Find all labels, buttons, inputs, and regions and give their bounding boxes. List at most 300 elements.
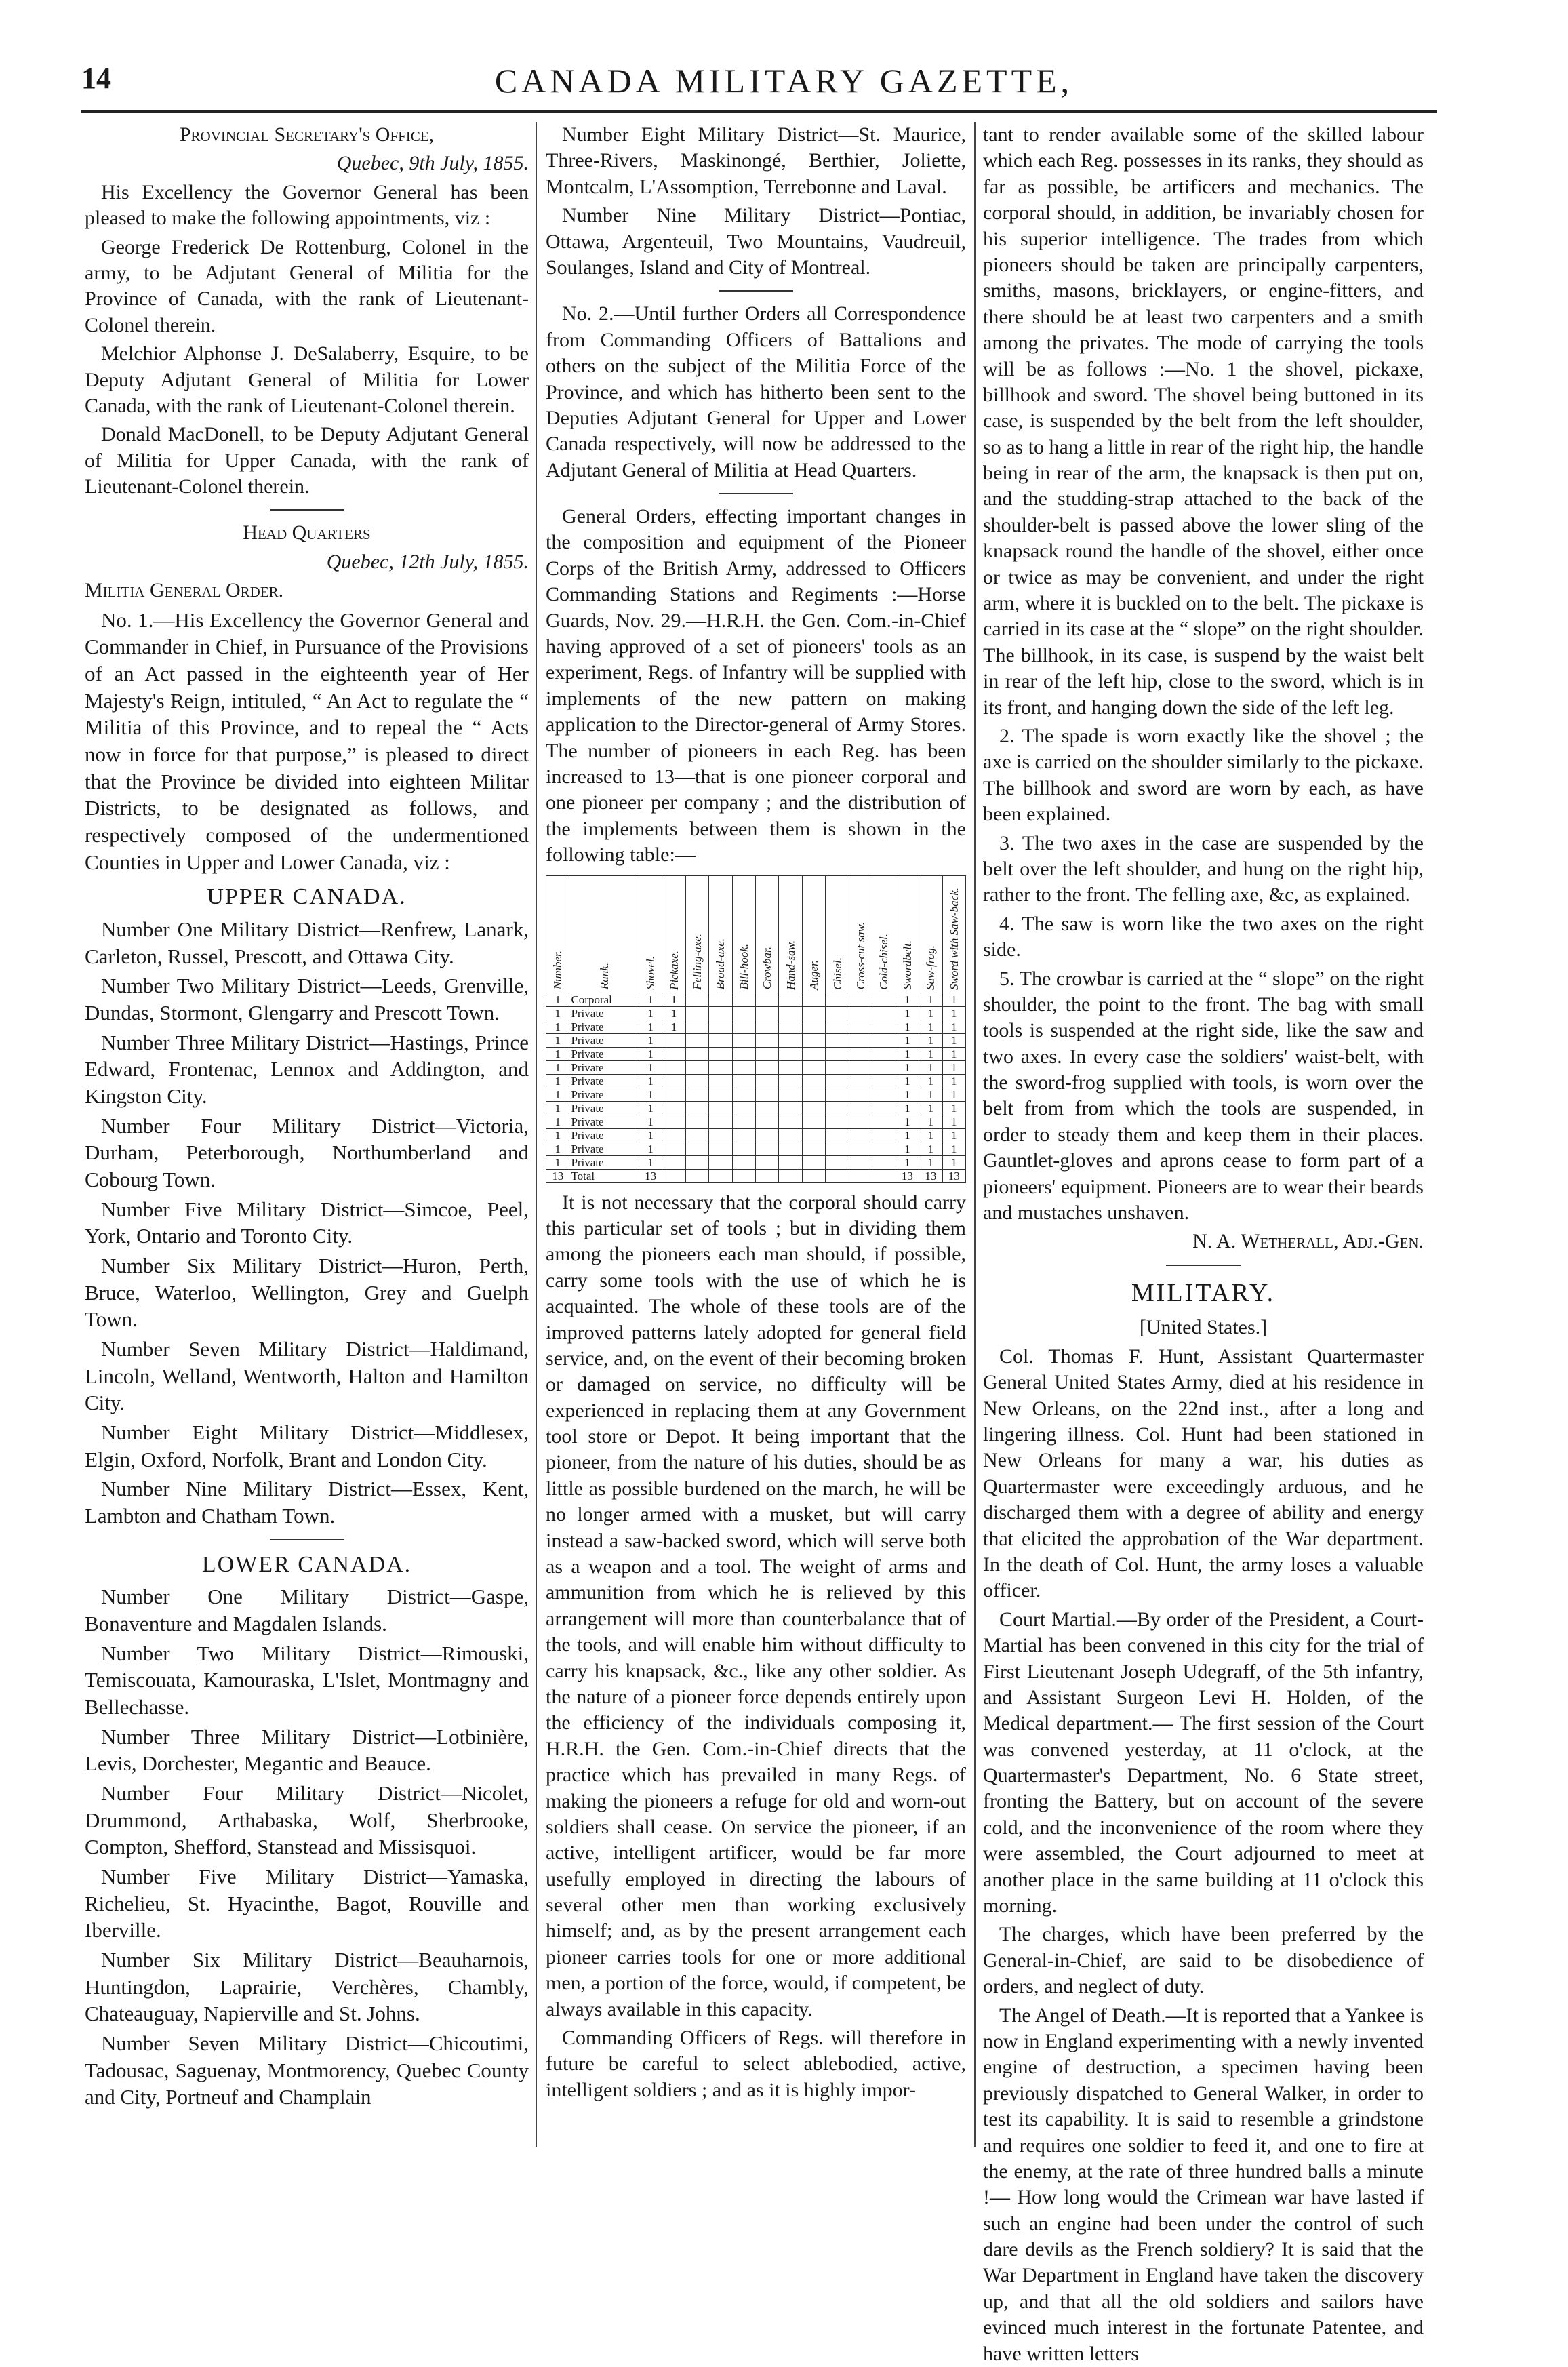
- table-cell: [779, 1088, 802, 1101]
- table-cell: 1: [639, 1047, 662, 1060]
- table-cell: [732, 1115, 755, 1128]
- table-cell: 13: [546, 1169, 569, 1182]
- table-cell: 1: [546, 1074, 569, 1088]
- table-cell: 1: [942, 1020, 965, 1033]
- column-left: [85, 122, 529, 2167]
- table-cell: [826, 1142, 849, 1155]
- table-cell: [826, 1115, 849, 1128]
- table-cell: [732, 993, 755, 1006]
- header-rule: [81, 110, 1437, 113]
- hq-dateline: Quebec, 12th July, 1855.: [326, 550, 529, 573]
- table-cell: [779, 993, 802, 1006]
- table-cell: [826, 1047, 849, 1060]
- table-cell: [802, 1047, 825, 1060]
- table-cell: 1: [896, 1115, 919, 1128]
- office-dateline: Quebec, 9th July, 1855.: [336, 152, 529, 175]
- district-entry: Number Three Military District—Lotbinière, Levis, Dorchester, Megantic and Beauce.: [85, 1724, 529, 1776]
- appointment-paragraph: Donald MacDonell, to be Deputy Adjutant General of Militia for Upper Canada, with the rank of Lieutenant-Colonel therein.: [85, 423, 529, 498]
- table-cell: [802, 1128, 825, 1142]
- table-cell: [849, 1101, 872, 1115]
- table-cell: [709, 1074, 732, 1088]
- rank-cell: Private: [569, 1142, 639, 1155]
- table-cell: [756, 1128, 779, 1142]
- table-cell: 1: [639, 993, 662, 1006]
- body-paragraph: It is not necessary that the corporal should carry this particular set of tools ; but in dividing them among the pioneers each man should, if possible, carry some tools with the use of which he is acquainted. The whole of these tools are of the improved patterns lately adopted for general field service, and, on the event of their becoming broken or damaged on service, no difficulty will be experienced in replacing them at any Government tool store or Depot. It being important that the pioneer, from the nature of his duties, should be as little as possible burdened on the march, he will be no longer armed with a musket, but will carry instead a saw-backed sword, which will serve both as a weapon and a tool. The weight of arms and ammunition from which he is relieved by this arrangement will more than counterbalance that of the tools, and will enable him without difficulty to carry his knapsack, &c., like any other soldier. As the nature of a pioneer force depends entirely upon the efficiency of the individuals composing it, H.R.H. the Gen. Com.-in-Chief directs that the practice which has prevailed in many Regs. of making the pioneers a refuge for old and worn-out soldiers shall cease. On service the pioneer, if an active, intelligent artificer, would be far more usefully employed in directing the labours of several other men than working exclusively himself; and, as by the present arrangement each pioneer carries tools for one or more additional men, a portion of the force, would, if competent, be always available in this capacity.: [546, 1191, 966, 2021]
- table-cell: 1: [942, 1088, 965, 1101]
- table-column-header: [756, 875, 779, 993]
- rank-cell: Private: [569, 1060, 639, 1074]
- table-column-header: [662, 875, 685, 993]
- table-column-header: [849, 875, 872, 993]
- table-cell: [802, 1020, 825, 1033]
- table-cell: [756, 1169, 779, 1182]
- table-cell: [732, 1101, 755, 1115]
- rank-cell: Private: [569, 1020, 639, 1033]
- table-cell: 1: [919, 1006, 942, 1020]
- table-row: [546, 1006, 966, 1020]
- table-cell: 1: [546, 1033, 569, 1047]
- table-cell: [849, 1169, 872, 1182]
- table-cell: [709, 1169, 732, 1182]
- table-cell: [872, 993, 896, 1006]
- district-entry: Number One Military District—Gaspe, Bonaventure and Magdalen Islands.: [85, 1585, 529, 1635]
- table-cell: [709, 1088, 732, 1101]
- district-entry: Number Seven Military District—Chicoutimi, Tadousac, Saguenay, Montmorency, Quebec County and City, Portneuf and Champlain: [85, 2031, 529, 2109]
- column-label: Shovel.: [644, 955, 658, 990]
- table-cell: [662, 1169, 685, 1182]
- table-cell: [872, 1033, 896, 1047]
- general-order-label: Militia General Order.: [85, 579, 284, 602]
- table-cell: [802, 1033, 825, 1047]
- numbered-item: 3. The two axes in the case are suspended by the belt over the left shoulder, and hung on the right hip, rather to the front. The felling axe, &c, as explained.: [983, 831, 1424, 907]
- table-cell: 1: [546, 1101, 569, 1115]
- lower-canada-heading: LOWER CANADA.: [201, 1551, 412, 1577]
- table-cell: [732, 1088, 755, 1101]
- table-cell: 1: [639, 1115, 662, 1128]
- pioneer-tools-table: [546, 875, 966, 1183]
- table-cell: 1: [546, 1128, 569, 1142]
- table-cell: [849, 1047, 872, 1060]
- rank-cell: Private: [569, 1033, 639, 1047]
- table-cell: [779, 1115, 802, 1128]
- table-cell: [732, 1142, 755, 1155]
- table-cell: 1: [919, 1047, 942, 1060]
- table-cell: [709, 1020, 732, 1033]
- table-cell: 1: [919, 1033, 942, 1047]
- table-cell: [732, 1060, 755, 1074]
- hq-heading: Head Quarters: [243, 521, 371, 544]
- column-label: Chisel.: [830, 957, 844, 990]
- column-label: Cold-chisel.: [877, 933, 891, 990]
- table-cell: [709, 993, 732, 1006]
- table-column-header: [942, 875, 965, 993]
- table-cell: 13: [896, 1169, 919, 1182]
- table-cell: [756, 1060, 779, 1074]
- table-cell: [802, 1115, 825, 1128]
- numbered-item: 2. The spade is worn exactly like the shovel ; the axe is carried on the shoulder similarly to the pickaxe. The billhook and sword are worn by each, as have been explained.: [983, 724, 1424, 826]
- table-cell: [779, 1169, 802, 1182]
- column-label: Cross-cut saw.: [854, 922, 868, 990]
- table-cell: 1: [639, 1088, 662, 1101]
- table-cell: 1: [639, 1060, 662, 1074]
- district-entry: Number Six Military District—Beauharnois, Huntingdon, Laprairie, Verchères, Chambly, Chateauguay, Napierville and St. Johns.: [85, 1947, 529, 2026]
- table-cell: 1: [919, 1088, 942, 1101]
- table-cell: [849, 1033, 872, 1047]
- table-cell: [802, 1060, 825, 1074]
- table-column-header: [546, 875, 569, 993]
- table-cell: [849, 993, 872, 1006]
- table-cell: 1: [639, 1128, 662, 1142]
- table-cell: 1: [896, 1060, 919, 1074]
- table-cell: [872, 1101, 896, 1115]
- table-cell: [849, 1006, 872, 1020]
- table-cell: [685, 1088, 708, 1101]
- column-label: Rank.: [597, 963, 611, 990]
- table-cell: 1: [639, 1074, 662, 1088]
- table-cell: [826, 1128, 849, 1142]
- rank-cell: Private: [569, 1074, 639, 1088]
- table-cell: [709, 1047, 732, 1060]
- news-paragraph: The charges, which have been preferred by the General-in-Chief, are said to be disobedience of orders, and neglect of duty.: [983, 1923, 1424, 1998]
- military-heading: MILITARY.: [1131, 1278, 1276, 1307]
- table-cell: [685, 1101, 708, 1115]
- table-cell: [662, 1115, 685, 1128]
- table-cell: [872, 1088, 896, 1101]
- column-divider: [974, 122, 976, 2147]
- column-label: Broad-axe.: [714, 938, 727, 990]
- table-cell: [662, 1142, 685, 1155]
- table-cell: [872, 1115, 896, 1128]
- continuation-paragraph: tant to render available some of the skilled labour which each Reg. possesses in its ranks, they should as far as possible, be artificers and mechanics. The corporal should, in addition, be invariably chosen for his superior intelligence. The trades from which pioneers should be taken are principally carpenters, smiths, masons, bricklayers, or engine-fitters, and there should be at least two carpenters and a smith among the privates. The mode of carrying the tools will be as follows :—No. 1 the shovel, pickaxe, billhook and sword. The shovel being buttoned in its case, is suspended by the belt from the left shoulder, so as to hang a little in rear of the right hip, the handle being in rear of the arm, the knapsack is then put on, and the studding-strap attached to the back of the shoulder-belt is passed above the lower sling of the knapsack round the handle of the shovel, either once or twice as may be convenient, and under the right arm, where it is buckled on to the belt. The pickaxe is carried in its case at the “ slope” on the right shoulder. The billhook, in its case, is suspend by the waist belt in rear of the left hip, close to the sword, which is in its front, and hanging down the side of the left leg.: [983, 123, 1424, 719]
- table-cell: [872, 1006, 896, 1020]
- table-cell: 1: [942, 1142, 965, 1155]
- table-cell: [826, 1155, 849, 1169]
- district-entry: Number Two Military District—Leeds, Grenville, Dundas, Stormont, Glengarry and Prescott Town.: [85, 974, 529, 1025]
- table-row: [546, 1033, 966, 1047]
- table-cell: 1: [942, 1060, 965, 1074]
- column-label: Sword with Saw-back.: [947, 887, 961, 990]
- table-cell: [826, 1060, 849, 1074]
- table-cell: [756, 1074, 779, 1088]
- column-label: Hand-saw.: [784, 940, 797, 990]
- table-cell: [849, 1128, 872, 1142]
- table-cell: [685, 1115, 708, 1128]
- table-cell: 1: [919, 1142, 942, 1155]
- table-cell: [709, 1006, 732, 1020]
- numbered-item: 5. The crowbar is carried at the “ slope” on the right shoulder, the point to the front. The bag with small tools is suspended at the right side, like the saw and two axes. In every case the soldiers' waist-belt, with the sword-frog supplied with tools, is worn over the belt from from which the tools are suspended, in order to steady them and keep them in their places. Gauntlet-gloves and aprons cease to form part of a pioneers' equipment. Pioneers are to wear their beards and mustaches unshaven.: [983, 967, 1424, 1225]
- table-cell: [826, 1088, 849, 1101]
- table-column-header: [779, 875, 802, 993]
- column-right: [983, 122, 1424, 2365]
- rank-cell: Private: [569, 1115, 639, 1128]
- table-cell: [709, 1033, 732, 1047]
- district-entry: Number Two Military District—Rimouski, Temiscouata, Kamouraska, L'Islet, Montmagny and Bellechasse.: [85, 1641, 529, 1719]
- rank-cell: Private: [569, 1128, 639, 1142]
- table-cell: 1: [896, 993, 919, 1006]
- table-cell: [779, 1047, 802, 1060]
- table-cell: [685, 1020, 708, 1033]
- table-cell: [756, 1115, 779, 1128]
- district-entry: Number One Military District—Renfrew, Lanark, Carleton, Russel, Prescott, and Ottawa City.: [85, 917, 529, 968]
- table-cell: 1: [919, 1155, 942, 1169]
- section-divider: [1166, 1265, 1241, 1266]
- table-cell: [779, 1128, 802, 1142]
- table-cell: 1: [896, 1074, 919, 1088]
- table-column-header: [639, 875, 662, 993]
- table-column-header: [685, 875, 708, 993]
- section-divider: [719, 290, 793, 292]
- table-cell: 1: [662, 1006, 685, 1020]
- section-divider: [719, 493, 793, 494]
- news-paragraph: The Angel of Death.—It is reported that a Yankee is now in England experimenting with a newly invented engine of destruction, a specimen having been previously dispatched to General Walker, in order to test its capability. It is said to resemble a grindstone and requires one soldier to feed it, and one to fire at the enemy, at the rate of three hundred balls a minute !— How long would the Crimean war have lasted if such an engine had been under the control of such dare devils as the French soldiery? It is said that the War Department in England have taken the discovery up, and that all the old soldiers and sailors have evinced much interest in the fortunate Patentee, and have written letters: [983, 2004, 1424, 2365]
- table-cell: 1: [942, 1115, 965, 1128]
- table-cell: 1: [546, 1142, 569, 1155]
- table-cell: [732, 1006, 755, 1020]
- table-cell: [709, 1060, 732, 1074]
- table-cell: [662, 1088, 685, 1101]
- table-cell: 1: [639, 1006, 662, 1020]
- table-cell: [732, 1033, 755, 1047]
- table-cell: [685, 1128, 708, 1142]
- rank-cell: Corporal: [569, 993, 639, 1006]
- table-cell: 1: [942, 1101, 965, 1115]
- table-cell: [872, 1074, 896, 1088]
- rank-cell: Private: [569, 1155, 639, 1169]
- table-cell: [732, 1074, 755, 1088]
- table-cell: [756, 1020, 779, 1033]
- column-label: Crowbar.: [761, 947, 774, 990]
- table-row: [546, 1169, 966, 1182]
- table-column-header: [709, 875, 732, 993]
- table-cell: 1: [919, 1128, 942, 1142]
- table-cell: [732, 1128, 755, 1142]
- table-cell: 1: [919, 1020, 942, 1033]
- table-row: [546, 1047, 966, 1060]
- table-cell: [709, 1155, 732, 1169]
- table-cell: 1: [942, 1074, 965, 1088]
- district-entry: Number Eight Military District—St. Maurice, Three-Rivers, Maskinongé, Berthier, Joliette, Montcalm, L'Assomption, Terrebonne and Laval.: [546, 123, 966, 198]
- table-cell: [756, 1006, 779, 1020]
- table-cell: 1: [639, 1020, 662, 1033]
- table-cell: [802, 993, 825, 1006]
- table-column-header: [826, 875, 849, 993]
- table-cell: 1: [919, 1074, 942, 1088]
- table-cell: [756, 1088, 779, 1101]
- table-cell: 1: [546, 1155, 569, 1169]
- table-cell: [826, 993, 849, 1006]
- table-cell: 1: [942, 993, 965, 1006]
- district-entry: Number Nine Military District—Essex, Kent, Lambton and Chatham Town.: [85, 1477, 529, 1528]
- table-cell: 1: [942, 1155, 965, 1169]
- table-cell: [779, 1101, 802, 1115]
- table-cell: [872, 1169, 896, 1182]
- table-cell: 1: [942, 1047, 965, 1060]
- masthead-title: CANADA MILITARY GAZETTE,: [494, 62, 1074, 100]
- table-cell: [709, 1128, 732, 1142]
- general-orders-paragraph: General Orders, effecting important changes in the composition and equipment of the Pioneer Corps of the British Army, addressed to Officers Commanding Stations and Regiments :—Horse Guards, Nov. 29.—H.R.H. the Gen. Com.-in-Chief having approved of a set of pioneers' tools as an experiment, Regs. of Infantry will be supplied with implements of the new pattern on making application to the Director-general of Army Stores. The number of pioneers in each Reg. has been increased to 13—that is one pioneer corporal and one pioneer per company ; and the distribution of the implements between them is shown in the following table:—: [546, 505, 966, 867]
- table-cell: [709, 1142, 732, 1155]
- table-row: [546, 1115, 966, 1128]
- table-row: [546, 1142, 966, 1155]
- section-divider: [270, 509, 344, 511]
- office-heading: Provincial Secretary's Office,: [179, 123, 435, 146]
- table-column-header: [802, 875, 825, 993]
- table-cell: [662, 1047, 685, 1060]
- column-label: Auger.: [807, 959, 821, 990]
- table-cell: 1: [919, 1101, 942, 1115]
- table-cell: [872, 1020, 896, 1033]
- table-cell: [826, 1020, 849, 1033]
- appointment-paragraph: Melchior Alphonse J. DeSalaberry, Esquire, to be Deputy Adjutant General of Militia for Lower Canada, with the rank of Lieutenant-Colonel therein.: [85, 342, 529, 417]
- table-row: [546, 1074, 966, 1088]
- table-cell: [872, 1128, 896, 1142]
- table-cell: [662, 1128, 685, 1142]
- table-cell: [872, 1047, 896, 1060]
- table-cell: 13: [942, 1169, 965, 1182]
- table-row: [546, 1020, 966, 1033]
- table-cell: [802, 1142, 825, 1155]
- table-cell: [685, 1047, 708, 1060]
- table-body: [546, 993, 966, 1182]
- table-cell: [685, 1074, 708, 1088]
- table-cell: [802, 1006, 825, 1020]
- table-cell: [849, 1020, 872, 1033]
- table-cell: 1: [662, 993, 685, 1006]
- table-cell: 1: [896, 1128, 919, 1142]
- table-cell: [802, 1088, 825, 1101]
- table-row: [546, 1088, 966, 1101]
- upper-canada-heading: UPPER CANADA.: [207, 884, 407, 910]
- table-cell: [802, 1101, 825, 1115]
- table-cell: [732, 1169, 755, 1182]
- order-paragraph: No. 1.—His Excellency the Governor General and Commander in Chief, in Pursuance of the Provisions of an Act passed in the eighteenth year of Her Majesty's Reign, intituled, “ An Act to regulate the “ Militia of this Province, and to repeal the “ Acts now in force for that purpose,” is pleased to direct that the Province be divided into eighteen Militar Districts, to be designated as follows, and respectively composed of the undermentioned Counties in Upper and Lower Canada, viz :: [85, 608, 529, 874]
- table-cell: 1: [546, 1088, 569, 1101]
- table-cell: 1: [896, 1142, 919, 1155]
- table-cell: [826, 1101, 849, 1115]
- table-cell: [756, 993, 779, 1006]
- table-cell: 1: [896, 1020, 919, 1033]
- district-entry: Number Eight Military District—Middlesex, Elgin, Oxford, Norfolk, Brant and London City.: [85, 1420, 529, 1471]
- rank-cell: Private: [569, 1088, 639, 1101]
- table-cell: 1: [546, 993, 569, 1006]
- table-header-row: [546, 875, 966, 993]
- table-column-header: [896, 875, 919, 993]
- rank-cell: Total: [569, 1169, 639, 1182]
- table-cell: [685, 1142, 708, 1155]
- table-cell: 1: [546, 1006, 569, 1020]
- table-cell: [756, 1142, 779, 1155]
- table-cell: [849, 1074, 872, 1088]
- table-cell: [685, 993, 708, 1006]
- table-cell: [732, 1020, 755, 1033]
- table-cell: [685, 1006, 708, 1020]
- signature: N. A. Wetherall, Adj.-Gen.: [1192, 1230, 1424, 1253]
- table-cell: [826, 1074, 849, 1088]
- table-cell: [709, 1115, 732, 1128]
- table-cell: [685, 1155, 708, 1169]
- table-cell: 1: [942, 1128, 965, 1142]
- table-cell: [872, 1142, 896, 1155]
- table-cell: [685, 1033, 708, 1047]
- table-cell: [779, 1033, 802, 1047]
- rank-cell: Private: [569, 1101, 639, 1115]
- table-cell: [826, 1006, 849, 1020]
- table-cell: 1: [546, 1020, 569, 1033]
- district-entry: Number Four Military District—Victoria, Durham, Peterborough, Northumberland and Cobourg Town.: [85, 1113, 529, 1191]
- news-paragraph: Col. Thomas F. Hunt, Assistant Quartermaster General United States Army, died at his residence in New Orleans, on the 22nd inst., after a long and lingering illness. Col. Hunt had been stationed in New Orleans for many a war, his duties as Quartermaster were exceedingly arduous, and he discharged them with a degree of ability and energy that elicited the approbation of the War department. In the death of Col. Hunt, the army loses a valuable officer.: [983, 1345, 1424, 1602]
- appointment-paragraph: George Frederick De Rottenburg, Colonel in the army, to be Adjutant General of Militia for the Province of Canada, with the rank of Lieutenant-Colonel therein.: [85, 235, 529, 336]
- table-cell: [756, 1155, 779, 1169]
- table-cell: [779, 1020, 802, 1033]
- table-cell: [849, 1142, 872, 1155]
- table-cell: [662, 1074, 685, 1088]
- table-cell: [779, 1006, 802, 1020]
- column-label: Pickaxe.: [667, 950, 681, 990]
- table-cell: [802, 1169, 825, 1182]
- table-cell: [779, 1060, 802, 1074]
- table-row: [546, 1128, 966, 1142]
- table-cell: [779, 1142, 802, 1155]
- district-entry: Number Five Military District—Simcoe, Peel, York, Ontario and Toronto City.: [85, 1197, 529, 1248]
- table-cell: 1: [919, 1060, 942, 1074]
- table-cell: 1: [896, 1033, 919, 1047]
- table-cell: [779, 1074, 802, 1088]
- table-cell: [802, 1074, 825, 1088]
- table-cell: [802, 1155, 825, 1169]
- table-cell: [662, 1155, 685, 1169]
- numbered-item: 4. The saw is worn like the two axes on the right side.: [983, 912, 1424, 961]
- table-cell: [756, 1033, 779, 1047]
- column-label: Saw-frog.: [924, 944, 938, 990]
- table-column-header: [732, 875, 755, 993]
- page-header: [0, 61, 1568, 102]
- rank-cell: Private: [569, 1047, 639, 1060]
- table-cell: 1: [942, 1006, 965, 1020]
- table-cell: [849, 1060, 872, 1074]
- table-cell: 1: [896, 1006, 919, 1020]
- table-cell: 13: [639, 1169, 662, 1182]
- table-cell: [662, 1101, 685, 1115]
- table-cell: 1: [639, 1101, 662, 1115]
- table-cell: [709, 1101, 732, 1115]
- district-entry: Number Nine Military District—Pontiac, Ottawa, Argenteuil, Two Mountains, Vaudreuil, Soulanges, Island and City of Montreal.: [546, 204, 966, 279]
- column-divider: [536, 122, 537, 2147]
- table-cell: [849, 1155, 872, 1169]
- table-cell: [849, 1088, 872, 1101]
- table-cell: 1: [919, 1115, 942, 1128]
- table-cell: 13: [919, 1169, 942, 1182]
- table-cell: 1: [662, 1020, 685, 1033]
- column-middle: [546, 122, 966, 2167]
- section-divider: [270, 1539, 344, 1540]
- table-cell: 1: [639, 1033, 662, 1047]
- district-entry: Number Six Military District—Huron, Perth, Bruce, Waterloo, Wellington, Grey and Guelph Town.: [85, 1253, 529, 1332]
- news-paragraph: Court Martial.—By order of the President, a Court-Martial has been convened in this city for the trial of First Lieutenant Joseph Udegraff, of the 5th infantry, and Assistant Surgeon Levi H. Holden, of the Medical department.— The first session of the Court was convened yesterday, at 11 o'clock, at the Quartermaster's Department, No. 6 State street, fronting the Battery, but on account of the severe cold, and the inconvenience of the room where they were assembled, the Court adjourned to meet at another place in the same building at 11 o'clock this morning.: [983, 1608, 1424, 1917]
- column-label: Number.: [551, 951, 565, 990]
- table-column-header: [919, 875, 942, 993]
- table-cell: [685, 1060, 708, 1074]
- column-label: Swordbelt.: [900, 940, 914, 990]
- table-cell: 1: [896, 1155, 919, 1169]
- table-column-header: [569, 875, 639, 993]
- table-row: [546, 993, 966, 1006]
- table-row: [546, 1060, 966, 1074]
- district-entry: Number Seven Military District—Haldimand, Lincoln, Welland, Wentworth, Halton and Hamilton City.: [85, 1336, 529, 1415]
- table-cell: 1: [919, 993, 942, 1006]
- table-cell: 1: [546, 1115, 569, 1128]
- district-entry: Number Four Military District—Nicolet, Drummond, Arthabaska, Wolf, Sherbrooke, Compton, Shefford, Stanstead and Missisquoi.: [85, 1781, 529, 1859]
- table-cell: [756, 1047, 779, 1060]
